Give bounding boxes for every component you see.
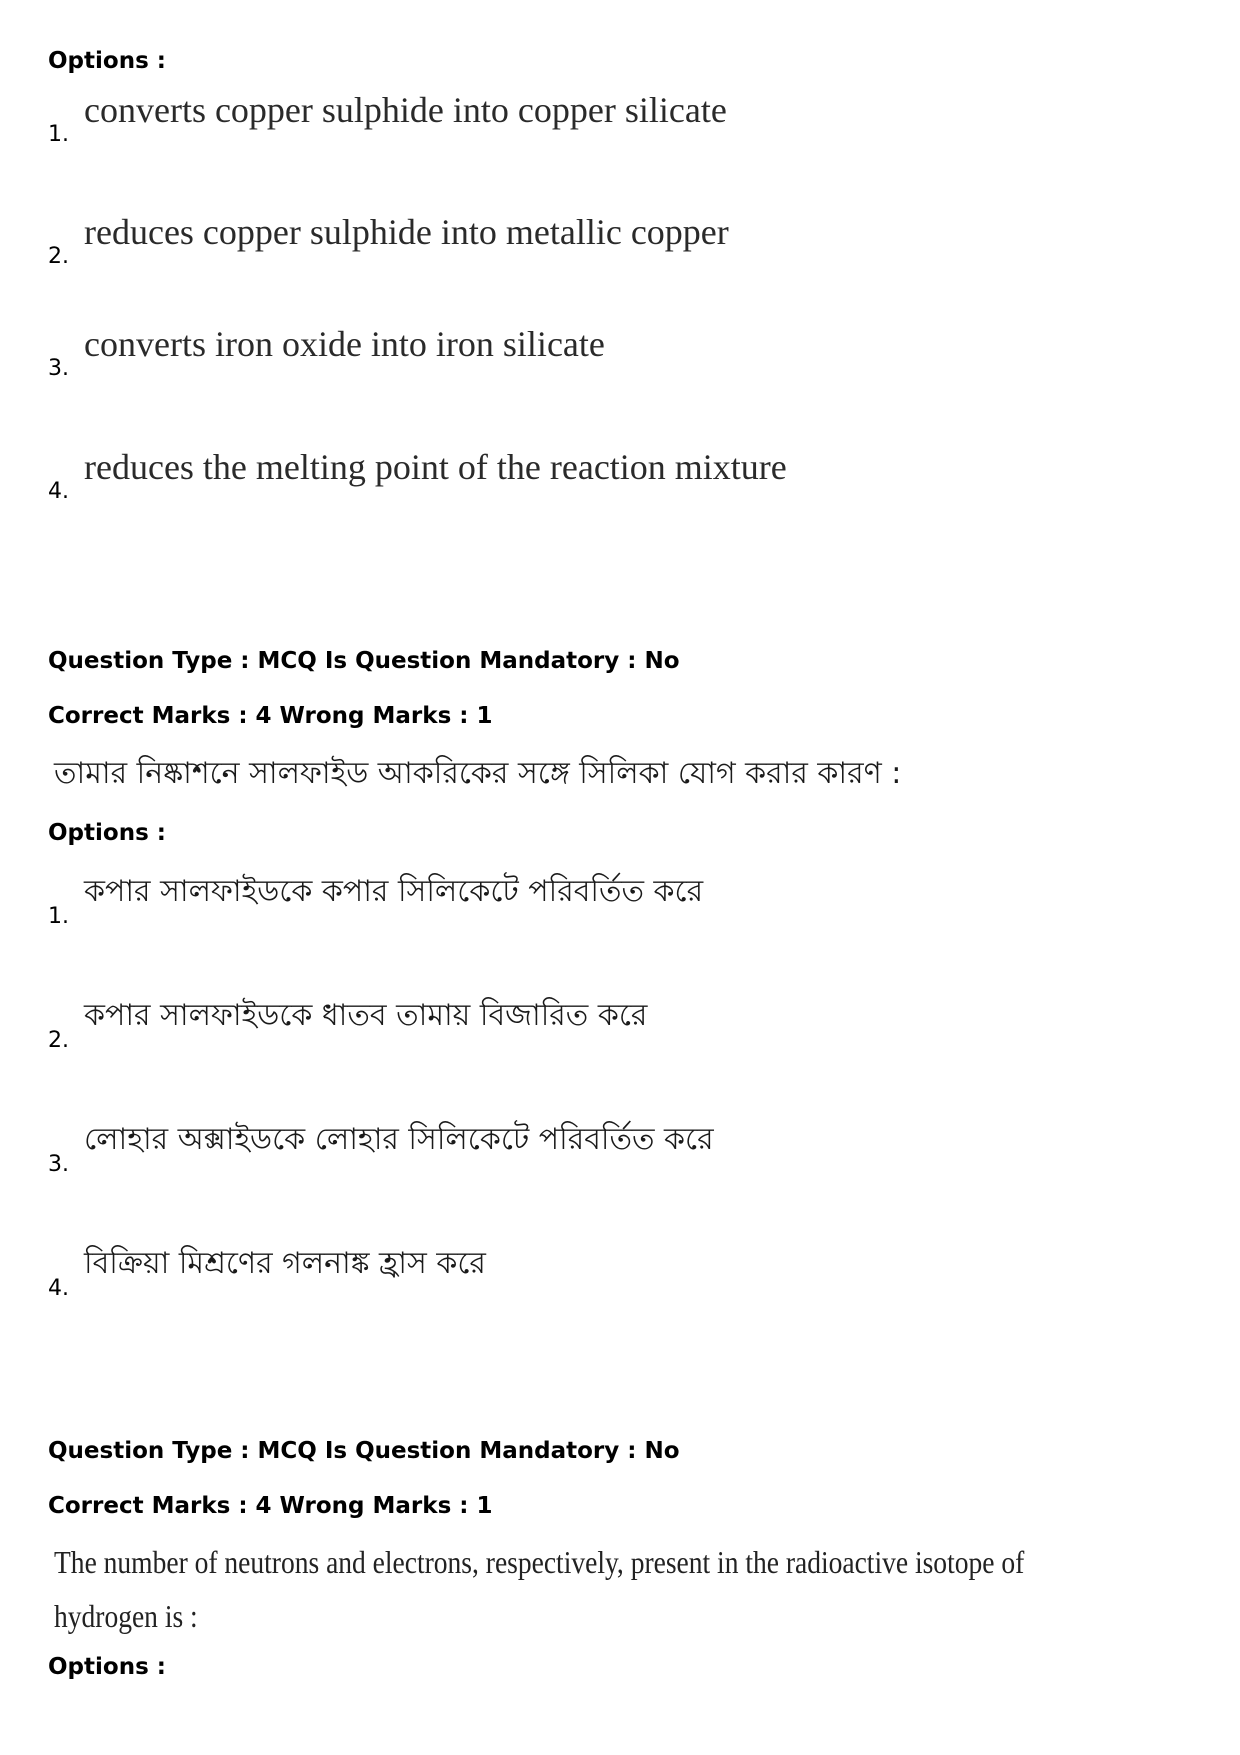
question-text: তামার নিষ্কাশনে সালফাইড আকরিকের সঙ্গে সিলিকা যোগ করার কারণ : [54,756,902,791]
option-number: 3. [48,356,69,381]
question-type: Question Type : MCQ Is Question Mandatory : No [48,648,680,674]
option-text: কপার সালফাইডকে কপার সিলিকেটে পরিবর্তিত করে [84,874,704,909]
question-text-line-2: hydrogen is : [54,1598,198,1634]
option-text: reduces the melting point of the reaction mixture [84,447,787,487]
question-text-line-1: The number of neutrons and electrons, respectively, present in the radioactive isotope of [54,1544,1025,1580]
option-text: লোহার অক্সাইডকে লোহার সিলিকেটে পরিবর্তিত করে [84,1122,714,1157]
options-label: Options : [48,1654,166,1680]
question-type: Question Type : MCQ Is Question Mandatory : No [48,1438,680,1464]
option-text: বিক্রিয়া মিশ্রণের গলনাঙ্ক হ্রাস করে [84,1246,486,1281]
option-number: 3. [48,1152,69,1177]
option-text: converts iron oxide into iron silicate [84,324,605,364]
option-number: 1. [48,904,69,929]
option-number: 2. [48,1028,69,1053]
option-number: 4. [48,479,69,504]
marks-info: Correct Marks : 4 Wrong Marks : 1 [48,703,493,729]
marks-info: Correct Marks : 4 Wrong Marks : 1 [48,1493,493,1519]
option-text: converts copper sulphide into copper silicate [84,90,727,130]
options-label: Options : [48,820,166,846]
option-text: কপার সালফাইডকে ধাতব তামায় বিজারিত করে [84,998,648,1033]
option-number: 1. [48,122,69,147]
options-label: Options : [48,48,166,74]
option-text: reduces copper sulphide into metallic copper [84,212,729,252]
option-number: 2. [48,244,69,269]
option-number: 4. [48,1276,69,1301]
